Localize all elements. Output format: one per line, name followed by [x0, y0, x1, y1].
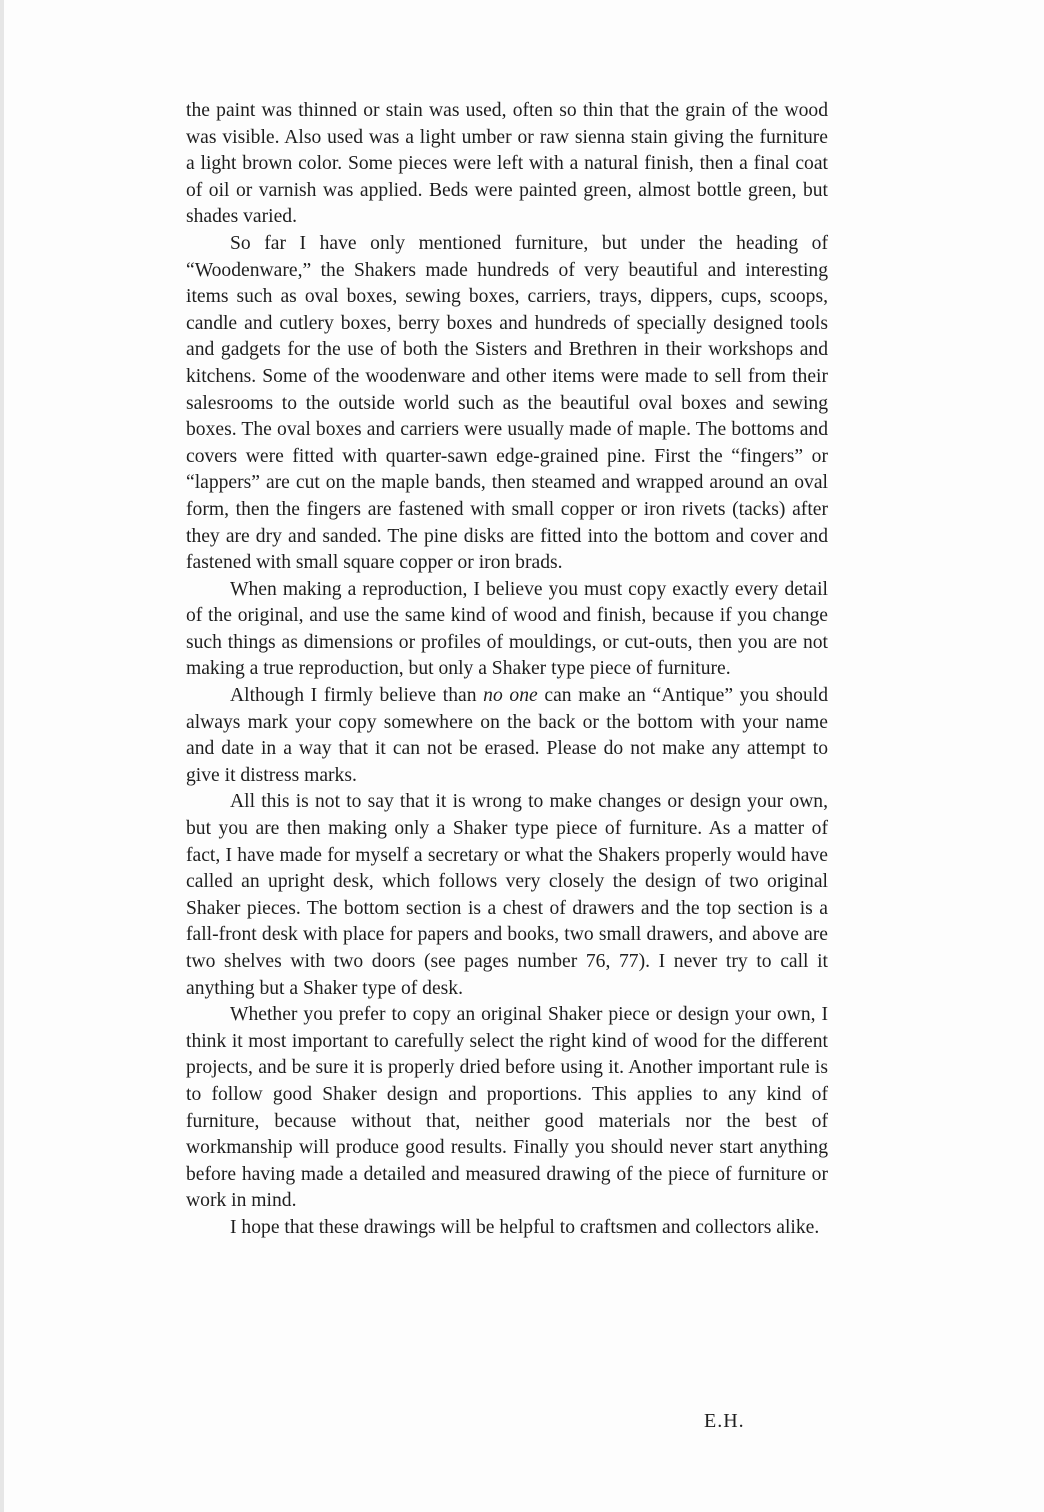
- paragraph: [186, 231, 828, 577]
- paragraph: [186, 683, 828, 789]
- text-segment: Although I firmly believe than: [230, 685, 484, 707]
- text-segment: So far I have only mentioned furniture, but under the heading of “Woodenware,” the Shakers made hundreds of very beautiful and interesting items such as oval boxes, sewing boxes, carriers, trays, dippers, cups, scoops, candle and cutlery boxes, berry boxes and hundreds of specially designed tools and gadgets for the use of both the Sisters and Brethren in their workshops and kitchens. Some of the woodenware and other items were made to sell from their salesrooms to the outside world such as the beautiful oval boxes and sewing boxes. The oval boxes and carriers were usually made of maple. The bottoms and covers were fitted with quarter-sawn edge-grained pine. First the “fingers” or “lappers” are cut on the maple bands, then steamed and wrapped around an oval form, then the fingers are fastened with small copper or iron rivets (tacks) after they are dry and sanded. The pine disks are fitted into the bottom and cover and fastened with small square copper or iron brads.: [186, 232, 828, 574]
- paragraph: [186, 789, 828, 1002]
- paragraph: [186, 577, 828, 683]
- paragraph: [186, 1002, 828, 1215]
- scan-edge: [0, 0, 4, 1512]
- text-segment: When making a reproduction, I believe you must copy exactly every detail of the original, and use the same kind of wood and finish, because if you change such things as dimensions or profiles of mouldings, or cut-outs, then you are not making a true reproduction, but only a Shaker type piece of furniture.: [186, 578, 828, 680]
- text-segment: All this is not to say that it is wrong to make changes or design your own, but you are then making only a Shaker type piece of furniture. As a matter of fact, I have made for myself a secretary or what the Shakers properly would have called an upright desk, which follows very closely the design of two original Shaker pieces. The bottom section is a chest of drawers and the top section is a fall-front desk with place for papers and books, two small drawers, and above are two shelves with two doors (see pages number 76, 77). I never try to call it anything but a Shaker type of desk.: [186, 791, 828, 999]
- text-segment: I hope that these drawings will be helpful to craftsmen and collectors alike.: [230, 1216, 820, 1238]
- paragraph: [186, 1215, 828, 1242]
- italic-emphasis: no one: [483, 685, 538, 707]
- paragraph: [186, 98, 828, 231]
- body-text: [186, 98, 828, 1242]
- author-signature: E.H.: [704, 1410, 745, 1432]
- text-segment: Whether you prefer to copy an original Shaker piece or design your own, I think it most important to carefully select the right kind of wood for the different projects, and be sure it is properly dried before using it. Another important rule is to follow good Shaker design and proportions. This applies to any kind of furniture, because without that, neither good materials nor the best of workmanship will produce good results. Finally you should never start anything before having made a detailed and measured drawing of the piece of furniture or work in mind.: [186, 1004, 828, 1212]
- text-segment: can make an “Antique” you should always mark your copy somewhere on the back or the bottom with your name and date in a way that it can not be erased. Please do not make any attempt to give it distress marks.: [186, 685, 828, 786]
- text-segment: the paint was thinned or stain was used, often so thin that the grain of the wood was visible. Also used was a light umber or raw sienna stain giving the furniture a light brown color. Some pieces were left with a natural finish, then a final coat of oil or varnish was applied. Beds were painted green, almost bottle green, but shades varied.: [186, 100, 828, 228]
